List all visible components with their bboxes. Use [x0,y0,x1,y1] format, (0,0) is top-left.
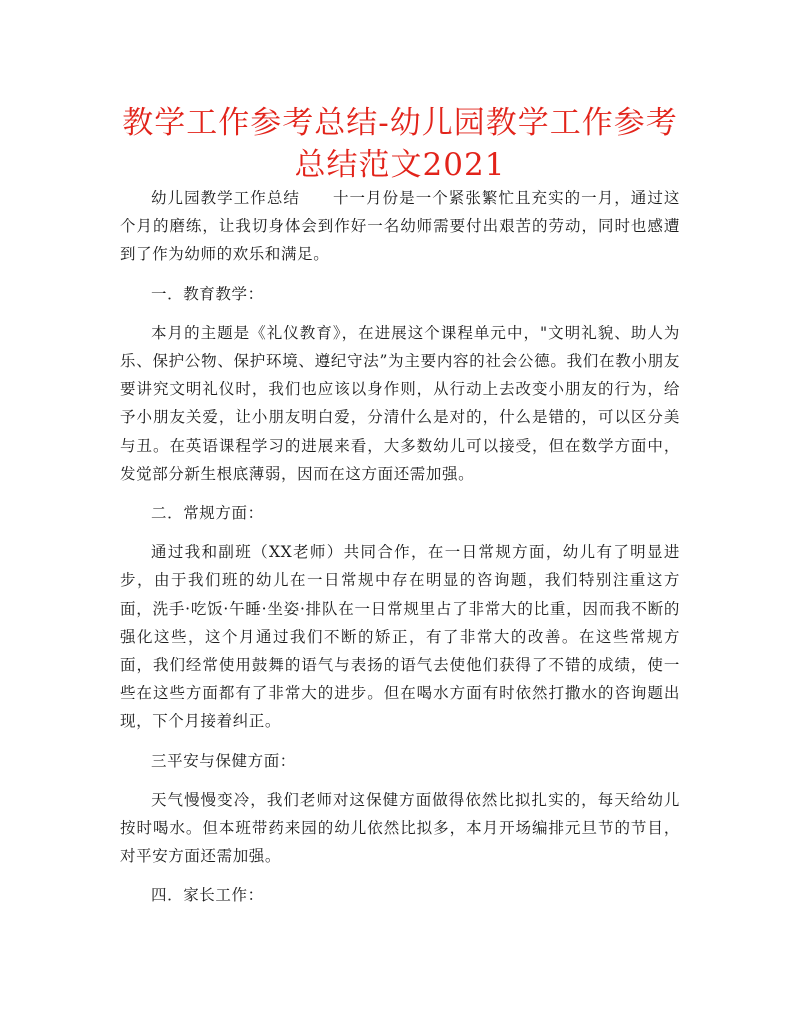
paragraph-intro: 幼儿园教学工作总结 十一月份是一个紧张繁忙且充实的一月，通过这个月的磨练，让我切身体会到作好一名幼师需要付出艰苦的劳动，同时也感遭到了作为幼师的欢乐和满足。 [120,189,680,264]
paragraph-teaching: 本月的主题是《礼仪教育》，在进展这个课程单元中，"文明礼貌、助人为乐、保护公物、保护环境、遵纪守法”为主要内容的社会公德。我们在教小朋友要讲究文明礼仪时，我们也应该以身作则，从行动上去改变小朋友的行为，给予小朋友关爱，让小朋友明白爱，分清什么是对的，什么是错的，可以区分美与丑。在英语课程学习的进展来看，大多数幼儿可以接受，但在数学方面中，发觉部分新生根底薄弱，因而在这方面还需加强。 [120,323,680,483]
paragraph-safety: 天气慢慢变冷，我们老师对这保健方面做得依然比拟扎实的，每天给幼儿按时喝水。但本班带药来园的幼儿依然比拟多，本月开场编排元旦节的节目，对平安方面还需加强。 [120,790,680,866]
document-title: 教学工作参考总结-幼儿园教学工作参考总结范文2021 [122,105,678,183]
section-heading-routine: 二．常规方面： [151,504,264,523]
section-heading-safety: 三平安与保健方面： [151,751,296,770]
section-heading-parents: 四．家长工作： [151,886,264,905]
document-body [120,184,680,910]
section-heading-teaching: 一．教育教学： [151,284,264,303]
paragraph-routine: 通过我和副班（XX老师）共同合作，在一日常规方面，幼儿有了明显进步，由于我们班的幼儿在一日常规中存在明显的咨询题，我们特别注重这方面，洗手·吃饭·午睡·坐姿·排队在一日常规里占了非常大的比重，因而我不断的强化这些，这个月通过我们不断的矫正，有了非常大的改善。在这些常规方面，我们经常使用鼓舞的语气与表扬的语气去使他们获得了不错的成绩，使一些在这些方面都有了非常大的进步。但在喝水方面有时依然打撒水的咨询题出现，下个月接着纠正。 [120,543,680,731]
